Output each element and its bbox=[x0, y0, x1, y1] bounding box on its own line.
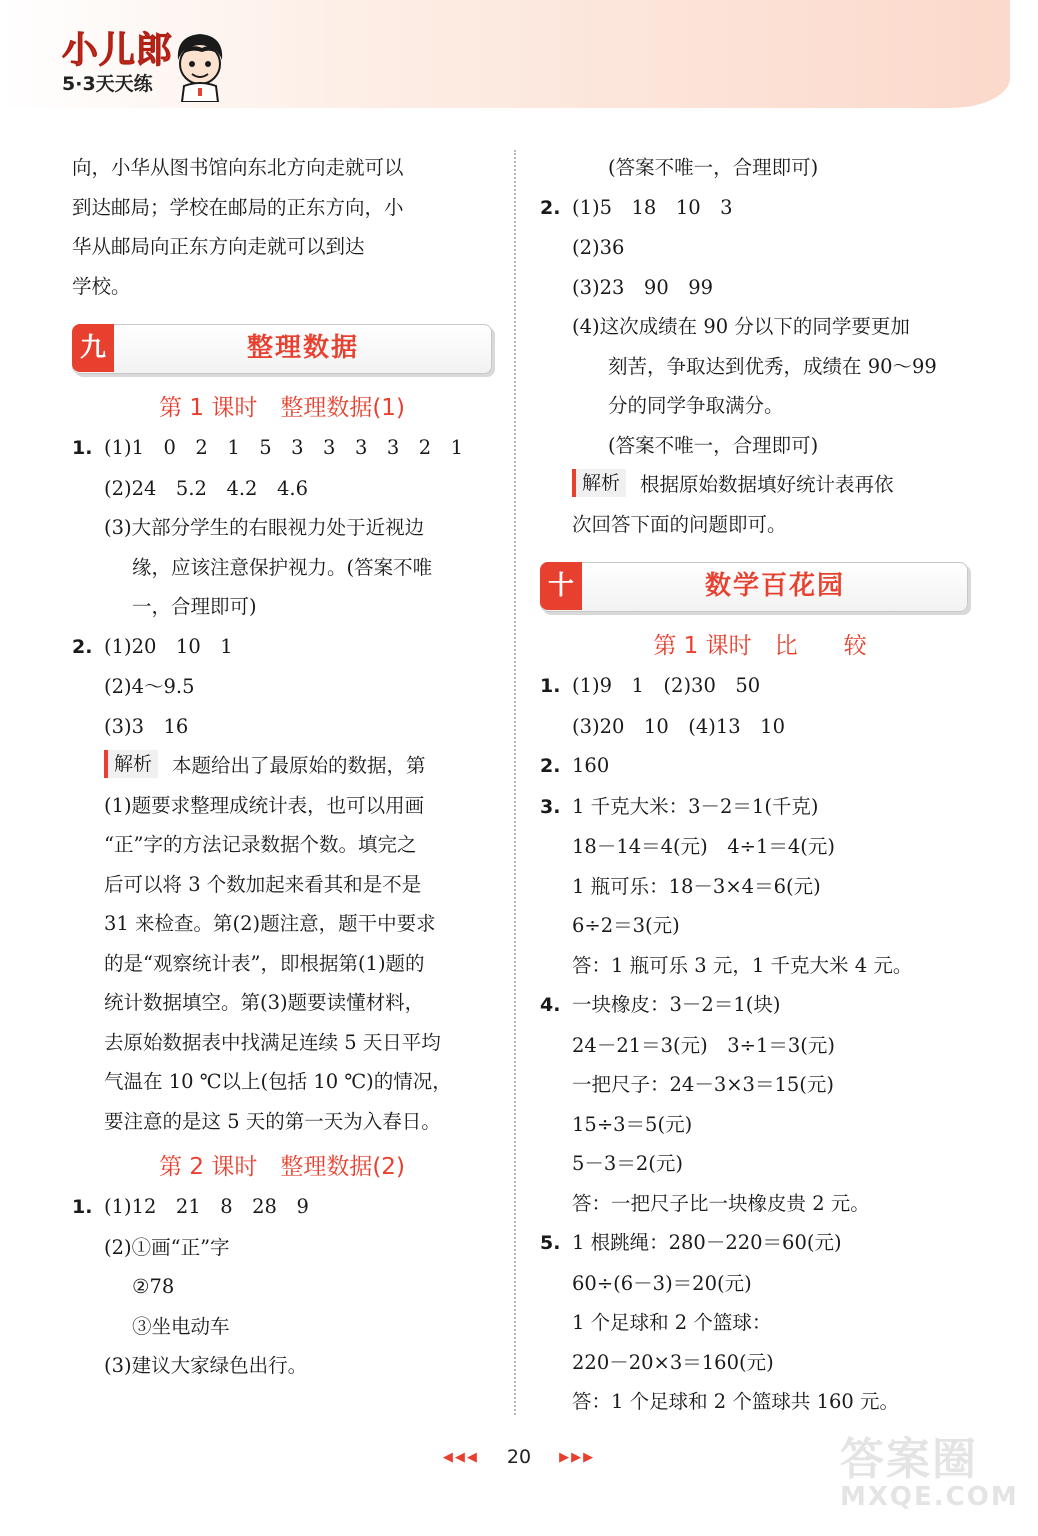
question-number: 1. bbox=[540, 675, 561, 697]
answer-text: 答：1 瓶可乐 3 元，1 千克大米 4 元。 bbox=[572, 953, 913, 977]
answer-text: 一，合理即可) bbox=[132, 595, 257, 618]
answer-text: (4)这次成绩在 90 分以下的同学要更加 bbox=[572, 315, 910, 338]
answer-text: (3)23 90 99 bbox=[572, 275, 714, 299]
answer-text: 18－14＝4(元) 4÷1＝4(元) bbox=[572, 835, 836, 858]
text-line: 向，小华从图书馆向东北方向走就可以 bbox=[72, 156, 404, 179]
answer-text: 6÷2＝3(元) bbox=[572, 914, 680, 937]
question-number: 2. bbox=[72, 635, 93, 658]
lesson-title: 第 2 课时 整理数据(2) bbox=[159, 1154, 405, 1180]
analysis-block bbox=[540, 465, 980, 544]
answer-text: 160 bbox=[572, 754, 610, 777]
right-column bbox=[540, 148, 980, 1422]
answer-text: (3)大部分学生的右眼视力处于近视边 bbox=[104, 516, 425, 539]
question-2 bbox=[540, 188, 980, 466]
answer-text: (3)20 10 (4)13 10 bbox=[572, 714, 785, 738]
page-number: 20 bbox=[506, 1446, 532, 1468]
column-divider bbox=[514, 150, 516, 1415]
left-column bbox=[72, 148, 492, 1386]
answer-text: 1 个足球和 2 个篮球： bbox=[572, 1311, 772, 1334]
analysis-text: 的是“观察统计表”，即根据第(1)题的 bbox=[104, 951, 425, 975]
question-number: 1. bbox=[72, 1196, 93, 1218]
analysis-text: 本题给出了最原始的数据，第 bbox=[172, 754, 426, 777]
answer-text: 缘，应该注意保护视力。(答案不唯 bbox=[132, 555, 433, 579]
question-5 bbox=[540, 1223, 980, 1422]
question-2 bbox=[72, 627, 492, 747]
answer-text: 刻苦，争取达到优秀，成绩在 90～99 bbox=[608, 354, 937, 378]
answer-text: 1 千克大米：3－2＝1(千克) bbox=[572, 794, 819, 818]
question-number: 5. bbox=[540, 1232, 561, 1254]
answer-text: ②78 bbox=[132, 1275, 175, 1298]
analysis-label: 解析 bbox=[104, 750, 158, 778]
answer-note: (答案不唯一，合理即可) bbox=[608, 156, 819, 179]
analysis-text: (1)题要求整理成统计表，也可以用画 bbox=[104, 793, 425, 817]
answer-text: 答：1 个足球和 2 个篮球共 160 元。 bbox=[572, 1390, 900, 1413]
watermark bbox=[840, 1434, 1019, 1512]
answer-text: 220－20×3＝160(元) bbox=[572, 1350, 774, 1374]
question-3 bbox=[540, 787, 980, 986]
watermark-line1: 答案圈 bbox=[840, 1434, 978, 1485]
analysis-text: 要注意的是这 5 天的第一天为入春日。 bbox=[104, 1109, 441, 1133]
analysis-text: 后可以将 3 个数加起来看其和是不是 bbox=[104, 872, 422, 896]
answer-text: (1)1 0 2 1 5 3 3 3 3 2 1 bbox=[104, 436, 464, 459]
analysis-text: 气温在 10 ℃以上(包括 10 ℃)的情况， bbox=[104, 1070, 452, 1093]
answer-text: 15÷3＝5(元) bbox=[572, 1112, 693, 1136]
answer-text: (2)24 5.2 4.2 4.6 bbox=[104, 476, 308, 500]
brand-name: 小儿郎 bbox=[62, 30, 174, 71]
answer-text: (3)建议大家绿色出行。 bbox=[104, 1354, 308, 1377]
analysis-text: 统计数据填空。第(3)题要读懂材料， bbox=[104, 991, 425, 1014]
lesson-title: 第 1 课时 整理数据(1) bbox=[159, 395, 405, 421]
answer-text: 60÷(6－3)＝20(元) bbox=[572, 1271, 752, 1295]
answer-text: (1)12 21 8 28 9 bbox=[104, 1195, 309, 1218]
chapter-header-9 bbox=[72, 324, 492, 374]
answer-text: (1)9 1 (2)30 50 bbox=[572, 674, 761, 697]
mascot-boy-icon bbox=[172, 30, 228, 102]
chapter-tag: 十 bbox=[540, 562, 582, 610]
answer-note: (答案不唯一，合理即可) bbox=[608, 433, 819, 457]
arrow-right-icon: ▶▶▶ bbox=[559, 1450, 596, 1465]
analysis-block bbox=[72, 746, 492, 1141]
brand-series: 5·3天天练 bbox=[62, 73, 153, 95]
answer-text: 一把尺子：24－3×3＝15(元) bbox=[572, 1073, 834, 1096]
arrow-left-icon: ◀◀◀ bbox=[442, 1450, 479, 1465]
answer-text: (2)36 bbox=[572, 236, 625, 259]
analysis-text: 31 来检查。第(2)题注意，题干中要求 bbox=[104, 912, 436, 935]
watermark-line2: MXQE.COM bbox=[840, 1482, 1019, 1512]
lesson-title: 第 1 课时 比 较 bbox=[653, 633, 867, 659]
question-2 bbox=[540, 746, 980, 787]
text-line: 学校。 bbox=[72, 274, 131, 298]
chapter-title: 整理数据 bbox=[246, 333, 359, 363]
question-1 bbox=[72, 428, 492, 627]
answer-text: 5－3＝2(元) bbox=[572, 1152, 683, 1175]
chapter-header-10 bbox=[540, 562, 968, 612]
question-number: 2. bbox=[540, 755, 561, 777]
answer-text: (3)3 16 bbox=[104, 714, 189, 738]
analysis-text: “正”字的方法记录数据个数。填完之 bbox=[104, 833, 417, 856]
question-1 bbox=[72, 1187, 492, 1386]
question-number: 4. bbox=[540, 994, 561, 1016]
question-number: 1. bbox=[72, 437, 93, 459]
answer-text: ③坐电动车 bbox=[132, 1314, 230, 1338]
question-1 bbox=[540, 666, 980, 746]
answer-text: 1 根跳绳：280－220＝60(元) bbox=[572, 1231, 842, 1254]
analysis-text: 根据原始数据填好统计表再依 bbox=[640, 473, 894, 496]
analysis-label: 解析 bbox=[572, 469, 626, 497]
analysis-text: 次回答下面的问题即可。 bbox=[572, 512, 787, 536]
answer-text: 1 瓶可乐：18－3×4＝6(元) bbox=[572, 874, 821, 898]
chapter-title: 数学百花园 bbox=[704, 571, 845, 601]
question-number: 2. bbox=[540, 196, 561, 219]
text-line: 到达邮局；学校在邮局的正东方向，小 bbox=[72, 195, 404, 219]
answer-text: 分的同学争取满分。 bbox=[608, 394, 784, 417]
chapter-tag: 九 bbox=[72, 324, 114, 372]
answer-text: (1)5 18 10 3 bbox=[572, 195, 733, 219]
question-number: 3. bbox=[540, 795, 561, 818]
answer-text: 答：一把尺子比一块橡皮贵 2 元。 bbox=[572, 1191, 870, 1215]
answer-text: (1)20 10 1 bbox=[104, 634, 233, 658]
brand-logo bbox=[62, 22, 173, 96]
answer-text: (2)①画“正”字 bbox=[104, 1235, 230, 1259]
intro-paragraph bbox=[72, 148, 492, 306]
text-line: 华从邮局向正东方向走就可以到达 bbox=[72, 235, 365, 258]
answer-text: (2)4～9.5 bbox=[104, 675, 195, 698]
answer-text: 24－21＝3(元) 3÷1＝3(元) bbox=[572, 1033, 836, 1057]
answer-text: 一块橡皮：3－2＝1(块) bbox=[572, 993, 781, 1016]
question-4 bbox=[540, 985, 980, 1223]
analysis-text: 去原始数据表中找满足连续 5 天日平均 bbox=[104, 1030, 441, 1054]
